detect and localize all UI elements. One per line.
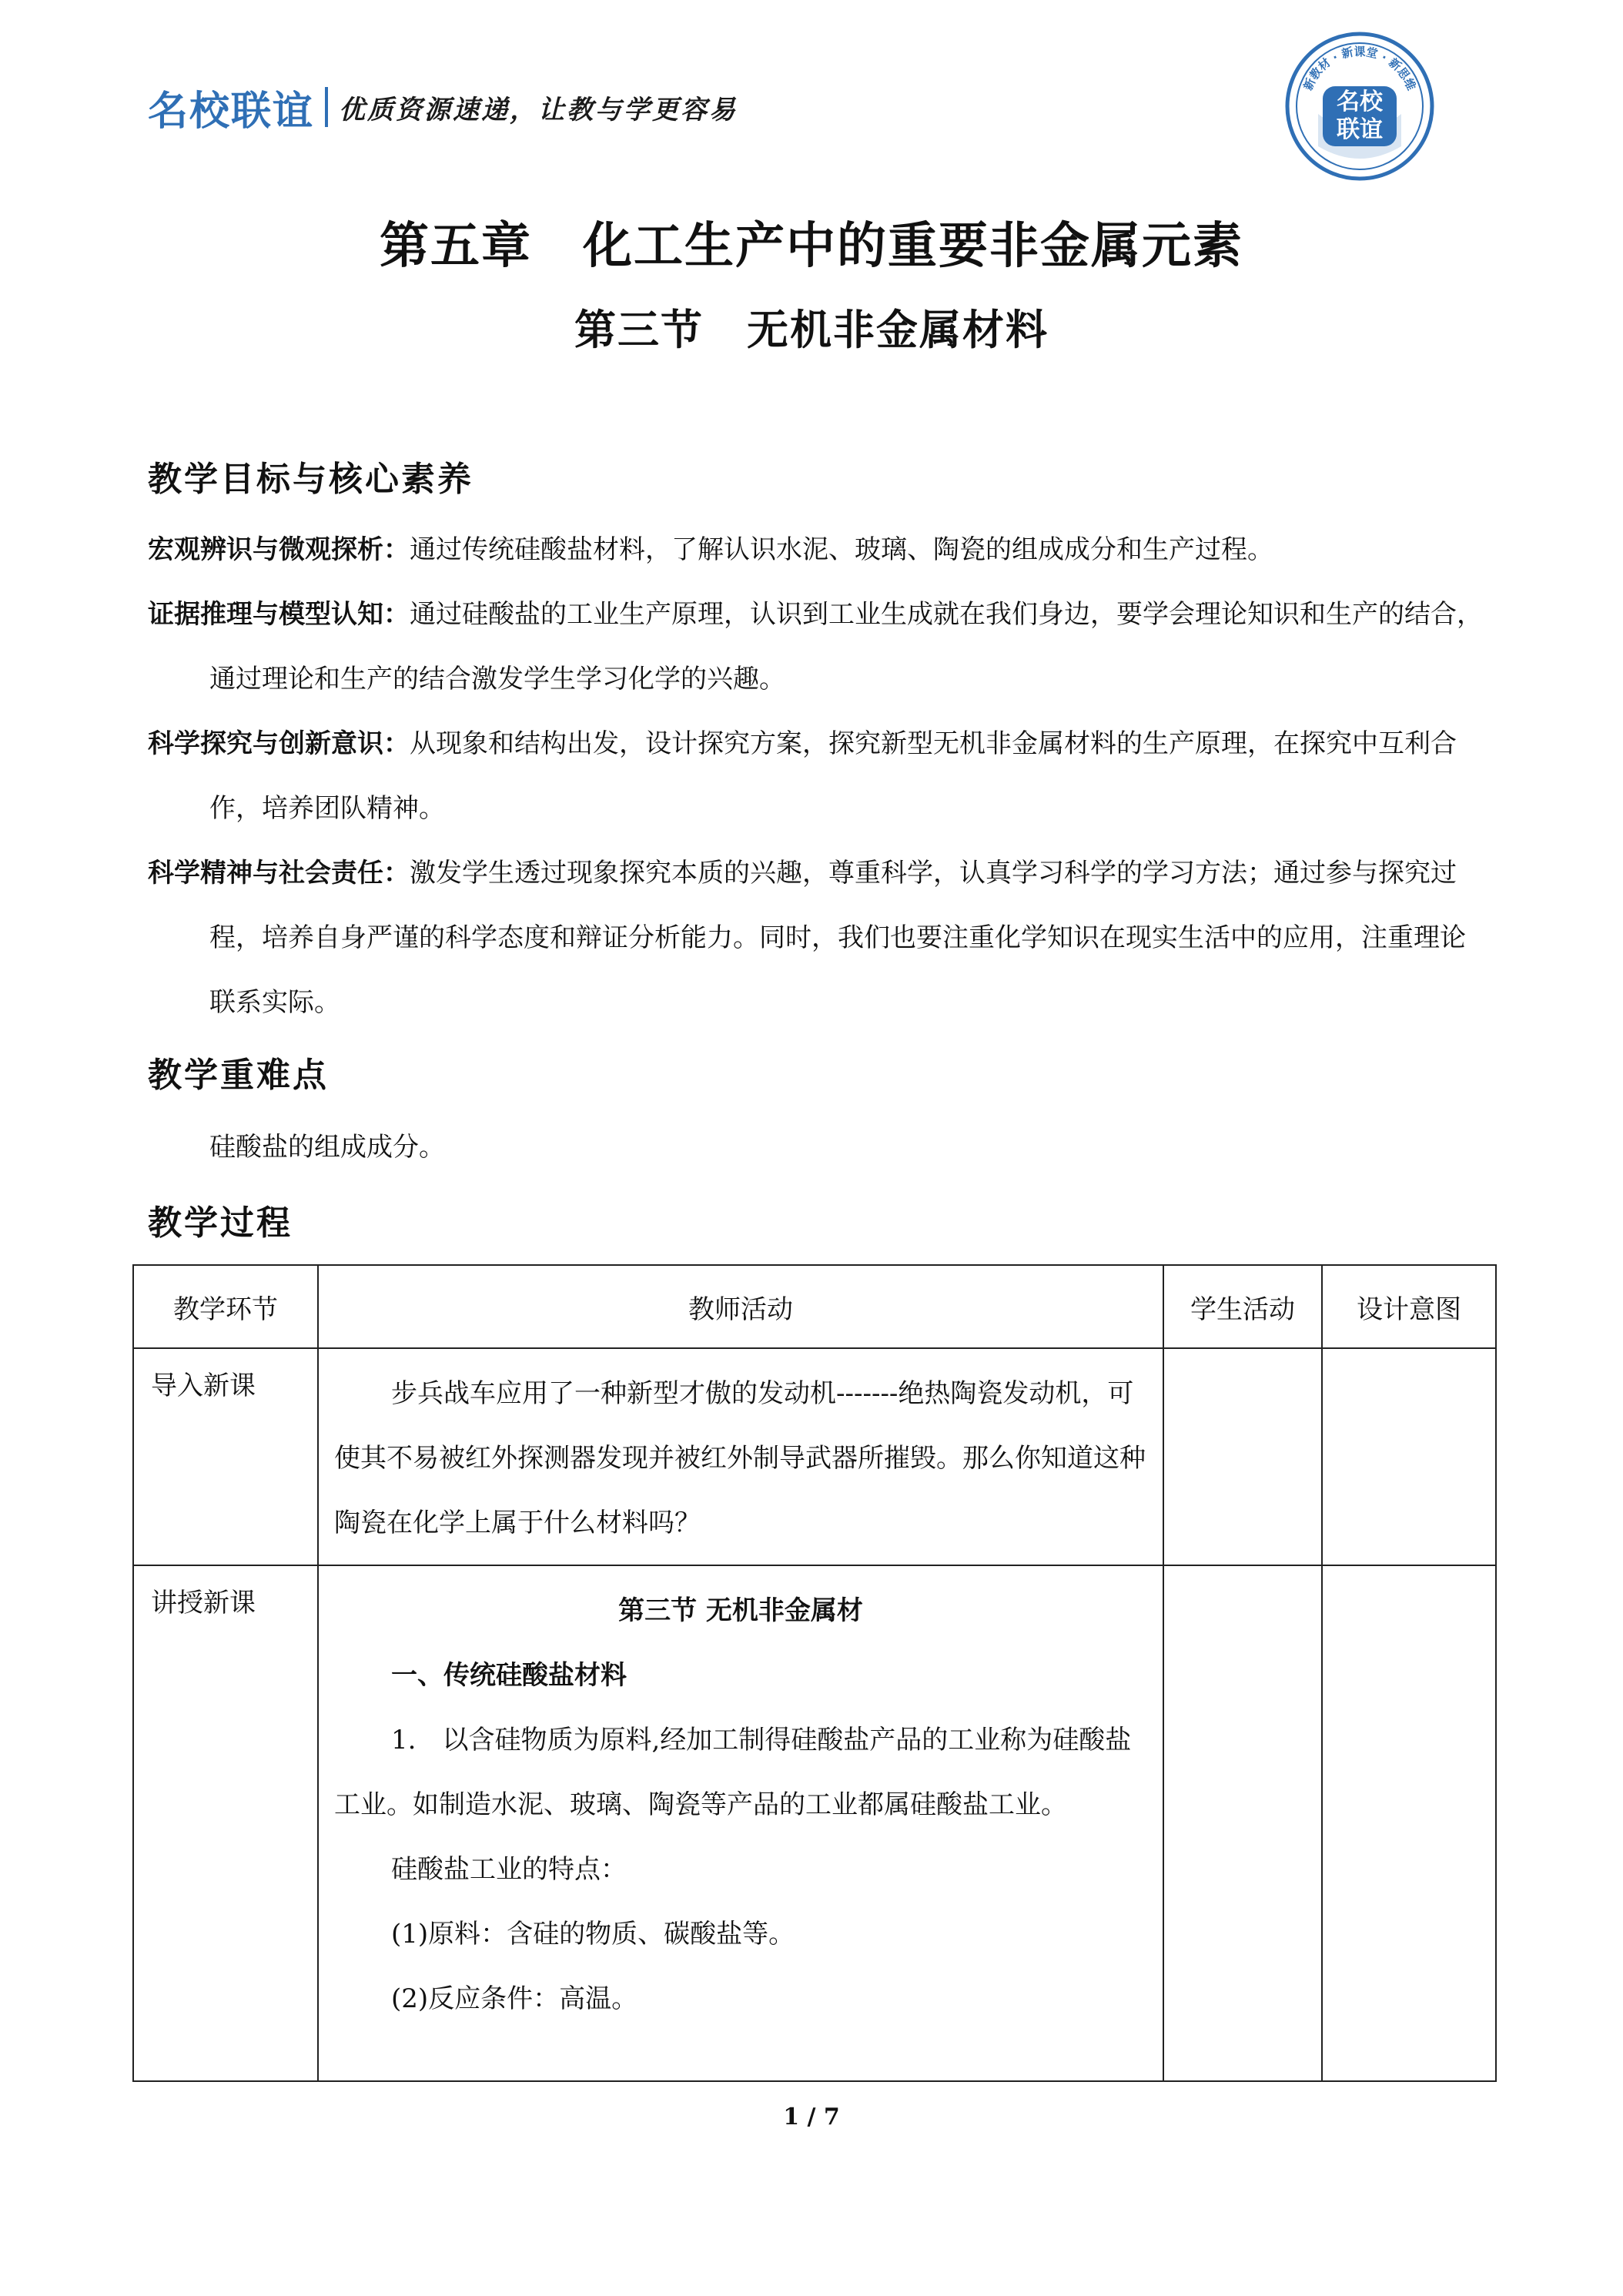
objective-item-4 [148, 841, 1487, 1035]
lesson-paragraph: 1. 以含硅物质为原料,经加工制得硅酸盐产品的工业称为硅酸盐工业。如制造水泥、玻璃、陶瓷等产品的工业都属硅酸盐工业。 [334, 1725, 1132, 1820]
brand-divider [325, 87, 328, 127]
table-row [133, 1348, 1496, 1565]
objective-item-3 [148, 711, 1487, 841]
stage-cell: 讲授新课 [133, 1565, 318, 2081]
objective-term: 证据推理与模型认知： [148, 599, 410, 630]
teacher-activity-cell [318, 1348, 1163, 1565]
student-activity-cell [1163, 1565, 1322, 2081]
teacher-activity-cell [318, 1565, 1163, 2081]
objective-text: 激发学生透过现象探究本质的兴趣，尊重科学，认真学习科学的学习方法；通过参与探究过程，培养自身严谨的科学态度和辩证分析能力。同时，我们也要注重化学知识在现实生活中的应用，注重理论联系实际。 [209, 858, 1466, 1018]
brand-slogan: 优质资源速递，让教与学更容易 [339, 94, 738, 126]
lesson-paragraph: (2)反应条件：高温。 [391, 1983, 638, 2014]
table-row [133, 1565, 1496, 2081]
stage-cell: 导入新课 [133, 1348, 318, 1565]
objective-text: 通过传统硅酸盐材料，了解认识水泥、玻璃、陶瓷的组成成分和生产过程。 [410, 534, 1273, 565]
lesson-paragraph: (1)原料：含硅的物质、碳酸盐等。 [391, 1919, 795, 1950]
column-header: 学生活动 [1163, 1265, 1322, 1348]
section-title: 第三节 无机非金属材料 [574, 305, 1049, 354]
objective-term: 宏观辨识与微观探析： [148, 534, 410, 565]
objective-text: 通过硅酸盐的工业生产原理，认识到工业生成就在我们身边，要学会理论知识和生产的结合，通过理论和生产的结合激发学生学习化学的兴趣。 [209, 599, 1483, 694]
objective-term: 科学精神与社会责任： [148, 858, 410, 889]
school-seal-logo [1284, 31, 1435, 182]
design-intent-cell [1322, 1565, 1496, 2081]
student-activity-cell [1163, 1348, 1322, 1565]
process-table [132, 1264, 1497, 2082]
objective-text: 从现象和结构出发，设计探究方案，探究新型无机非金属材料的生产原理，在探究中互利合作，培养团队精神。 [209, 728, 1457, 824]
seal-center-text: 名校联谊 [1337, 89, 1383, 143]
teacher-activity-text: 步兵战车应用了一种新型才傲的发动机-------绝热陶瓷发动机，可使其不易被红外探测器发现并被红外制导武器所摧毁。那么你知道这种陶瓷在化学上属于什么材料吗？ [334, 1378, 1146, 1538]
lesson-title: 第三节 无机非金属材 [618, 1595, 863, 1626]
objective-item-1 [148, 517, 1487, 582]
design-intent-cell [1322, 1348, 1496, 1565]
objective-term: 科学探究与创新意识： [148, 728, 410, 759]
header-brand [148, 80, 738, 134]
lesson-subtitle: 一、传统硅酸盐材料 [391, 1660, 627, 1691]
objectives-heading: 教学目标与核心素养 [148, 460, 474, 499]
objective-item-2 [148, 582, 1487, 711]
table-header-row [133, 1265, 1496, 1348]
page-number: 1 / 7 [783, 2104, 840, 2130]
seal-ring-text: 新教材 · 新课堂 · 新思维 [1300, 45, 1419, 92]
column-header: 设计意图 [1322, 1265, 1496, 1348]
chapter-title: 第五章 化工生产中的重要非金属元素 [380, 217, 1243, 275]
process-heading: 教学过程 [148, 1203, 293, 1243]
brand-name: 名校联谊 [148, 88, 315, 135]
lesson-paragraph: 硅酸盐工业的特点： [391, 1854, 627, 1885]
column-header: 教学环节 [133, 1265, 318, 1348]
key-points-heading: 教学重难点 [148, 1056, 329, 1095]
key-points-text: 硅酸盐的组成成分。 [209, 1132, 445, 1163]
column-header: 教师活动 [318, 1265, 1163, 1348]
